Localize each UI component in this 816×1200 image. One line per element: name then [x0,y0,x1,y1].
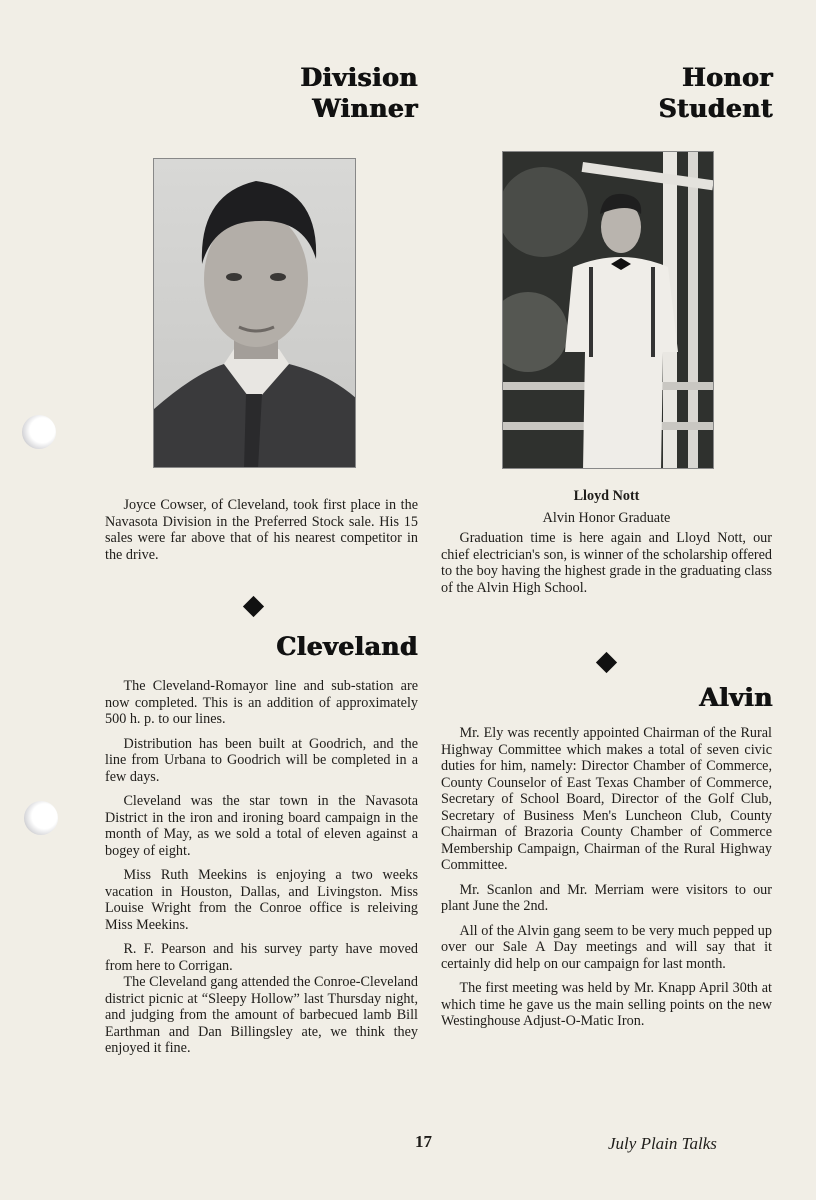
article-paragraph: Mr. Scanlon and Mr. Merriam were visitors to our plant June the 2nd. [441,881,772,914]
publication-name: July Plain Talks [608,1134,717,1153]
article-paragraph: Distribution has been built at Goodrich, and the line from Urbana to Goodrich will be completed in a few days. [105,735,418,785]
caption-paragraph: Joyce Cowser, of Cleveland, took first place in the Navasota Division in the Preferred Stock sale. His 15 sales were far above that of his nearest competitor in the drive. [105,497,418,563]
alvin-heading: Alvin [699,683,773,712]
cleveland-article [105,678,418,1065]
article-paragraph: The Cleveland-Romayor line and sub-station are now completed. This is an addition of approximately 500 h. p. to our lines. [105,678,418,727]
joyce-cowser-photo [153,158,356,468]
division-winner-heading [200,62,418,124]
lloyd-nott-photo [502,151,714,469]
caption-name: Lloyd Nott [573,488,640,504]
diamond-divider-icon [596,652,617,673]
left-column-caption [105,497,418,563]
article-paragraph: R. F. Pearson and his survey party have moved from here to Corrigan. [105,941,418,974]
caption-title: Alvin Honor Graduate [542,509,671,526]
honor-student-heading [560,62,773,124]
portrait-illustration [503,152,714,469]
binder-hole [24,801,58,835]
article-paragraph: The Cleveland gang attended the Conroe-Cleveland district picnic at “Sleepy Hollow” last Thursday night, and judging from the amount of barbecued lamb Bill Earthman and Dan Billingsley ate, we think they enjoyed it fine. [105,974,418,1056]
article-paragraph: Cleveland was the star town in the Navasota District in the iron and ironing board campaign in the month of May, as we sold a total of eleven against a bogey of eight. [105,793,418,859]
right-column-caption [441,488,772,596]
heading-line: Honor [682,63,773,92]
heading-line: Division [300,63,418,92]
heading-line: Winner [312,94,418,123]
portrait-illustration [154,159,356,468]
alvin-article [441,725,772,1038]
article-paragraph: Miss Ruth Meekins is enjoying a two weeks vacation in Houston, Dallas, and Livingston. Miss Louise Wright from the Conroe office is releiving Miss Meekins. [105,867,418,933]
diamond-divider-icon [243,596,264,617]
caption-paragraph: Graduation time is here again and Lloyd Nott, our chief electrician's son, is winner of the scholarship offered to the boy having the highest grade in the graduating class of the Alvin High School. [441,530,772,596]
page-number: 17 [415,1132,432,1151]
article-paragraph: The first meeting was held by Mr. Knapp April 30th at which time he gave us the main selling points on the new Westinghouse Adjust-O-Matic Iron. [441,980,772,1029]
binder-hole [22,415,56,449]
cleveland-heading: Cleveland [276,632,418,661]
article-paragraph: Mr. Ely was recently appointed Chairman of the Rural Highway Committee which makes a total of seven civic duties for him, namely: Director Chamber of Commerce, County Counselor of East Texas Chamber of Commerce, Secretary of School Board, Director of the Golf Club, Secretary of Business Men's Luncheon Club, County Chairman of Brazoria County Chamber of Commerce Membership Campaign, Chairman of the Rural Highway Committee. [441,725,772,873]
heading-line: Student [658,94,773,123]
article-paragraph: All of the Alvin gang seem to be very much pepped up over our Sale A Day meetings and will say that it certainly did help on our campaign for last month. [441,922,772,972]
